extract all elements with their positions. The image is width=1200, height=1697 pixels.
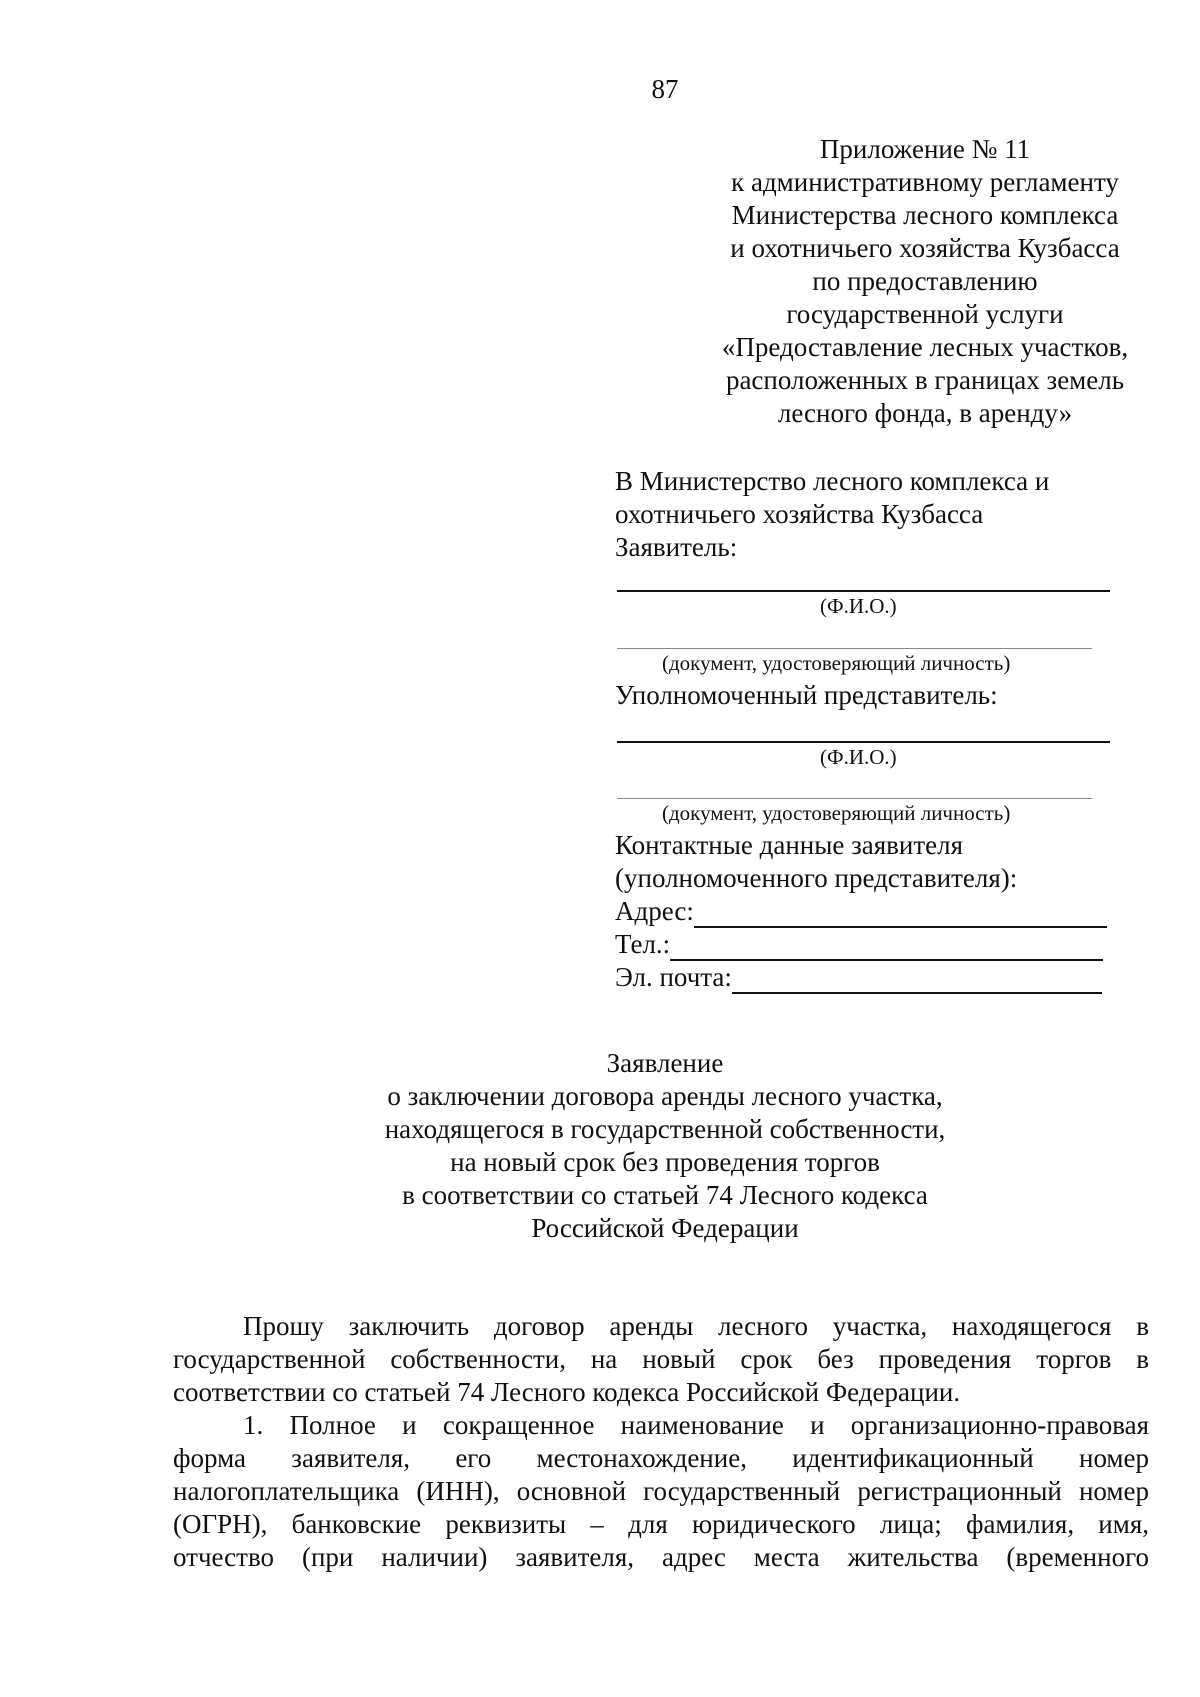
appendix-line: к административному регламенту (731, 167, 1119, 197)
appendix-line: государственной услуги (786, 299, 1064, 329)
address-input-line[interactable] (694, 900, 1107, 928)
body-line: Прошу заключить договор аренды лесного участка, находящегося в (243, 1311, 1149, 1341)
applicant-label: Заявитель: (615, 532, 738, 562)
appendix-line: и охотничьего хозяйства Кузбасса (730, 233, 1120, 263)
representative-label: Уполномоченный представитель: (615, 680, 998, 710)
representative-fio-caption: (Ф.И.О.) (820, 745, 897, 769)
body-line: форма заявителя, его местонахождение, идентификационный номер (173, 1443, 1149, 1473)
appendix-line: Министерства лесного комплекса (731, 200, 1119, 230)
body-line: (ОГРН), банковские реквизиты – для юридического лица; фамилия, имя, (173, 1509, 1149, 1539)
statement-line: в соответствии со статьей 74 Лесного кодекса (402, 1180, 928, 1210)
body-line: соответствии со статьей 74 Лесного кодекса Российской Федерации. (173, 1377, 961, 1407)
address-field (615, 895, 1107, 928)
address-label: Адрес: (615, 896, 694, 926)
statement-line: на новый срок без проведения торгов (450, 1147, 880, 1177)
body-line: 1. Полное и сокращенное наименование и организационно-правовая (243, 1410, 1149, 1440)
applicant-fio-line[interactable] (617, 590, 1110, 592)
applicant-doc-caption: (документ, удостоверяющий личность) (662, 651, 1011, 675)
addressee-line: В Министерство лесного комплекса и (615, 466, 1050, 496)
representative-doc-caption: (документ, удостоверяющий личность) (662, 801, 1011, 825)
phone-field (615, 928, 1103, 961)
statement-line: Заявление (606, 1048, 724, 1078)
appendix-line: Приложение № 11 (819, 134, 1031, 164)
body-line: отчество (при наличии) заявителя, адрес места жительства (временного (173, 1542, 1149, 1572)
applicant-doc-line[interactable] (617, 648, 1092, 649)
representative-fio-line[interactable] (617, 741, 1110, 743)
contacts-heading-2: (уполномоченного представителя): (615, 863, 1018, 893)
statement-line: о заключении договора аренды лесного участка, (387, 1081, 943, 1111)
email-label: Эл. почта: (615, 962, 732, 992)
appendix-line: «Предоставление лесных участков, (721, 332, 1129, 362)
phone-input-line[interactable] (670, 933, 1103, 961)
page-number: 87 (651, 74, 679, 104)
appendix-line: расположенных в границах земель (725, 365, 1125, 395)
email-field (615, 961, 1102, 994)
appendix-line: лесного фонда, в аренду» (777, 398, 1073, 428)
body-text (173, 1310, 1149, 1574)
contacts-heading: Контактные данные заявителя (615, 830, 964, 860)
appendix-line: по предоставлению (812, 266, 1038, 296)
statement-title (0, 1047, 1200, 1245)
addressee-line: охотничьего хозяйства Кузбасса (615, 499, 984, 529)
body-line: налогоплательщика (ИНН), основной государственный регистрационный номер (173, 1476, 1149, 1506)
email-input-line[interactable] (732, 966, 1102, 994)
addressee-block (615, 465, 1135, 564)
statement-line: Российской Федерации (531, 1213, 799, 1243)
body-line: государственной собственности, на новый срок без проведения торгов в (173, 1344, 1149, 1374)
applicant-fio-caption: (Ф.И.О.) (820, 594, 897, 618)
representative-doc-line[interactable] (617, 798, 1092, 799)
phone-label: Тел.: (615, 929, 671, 959)
statement-line: находящегося в государственной собственности, (384, 1114, 946, 1144)
appendix-header (640, 133, 1200, 430)
